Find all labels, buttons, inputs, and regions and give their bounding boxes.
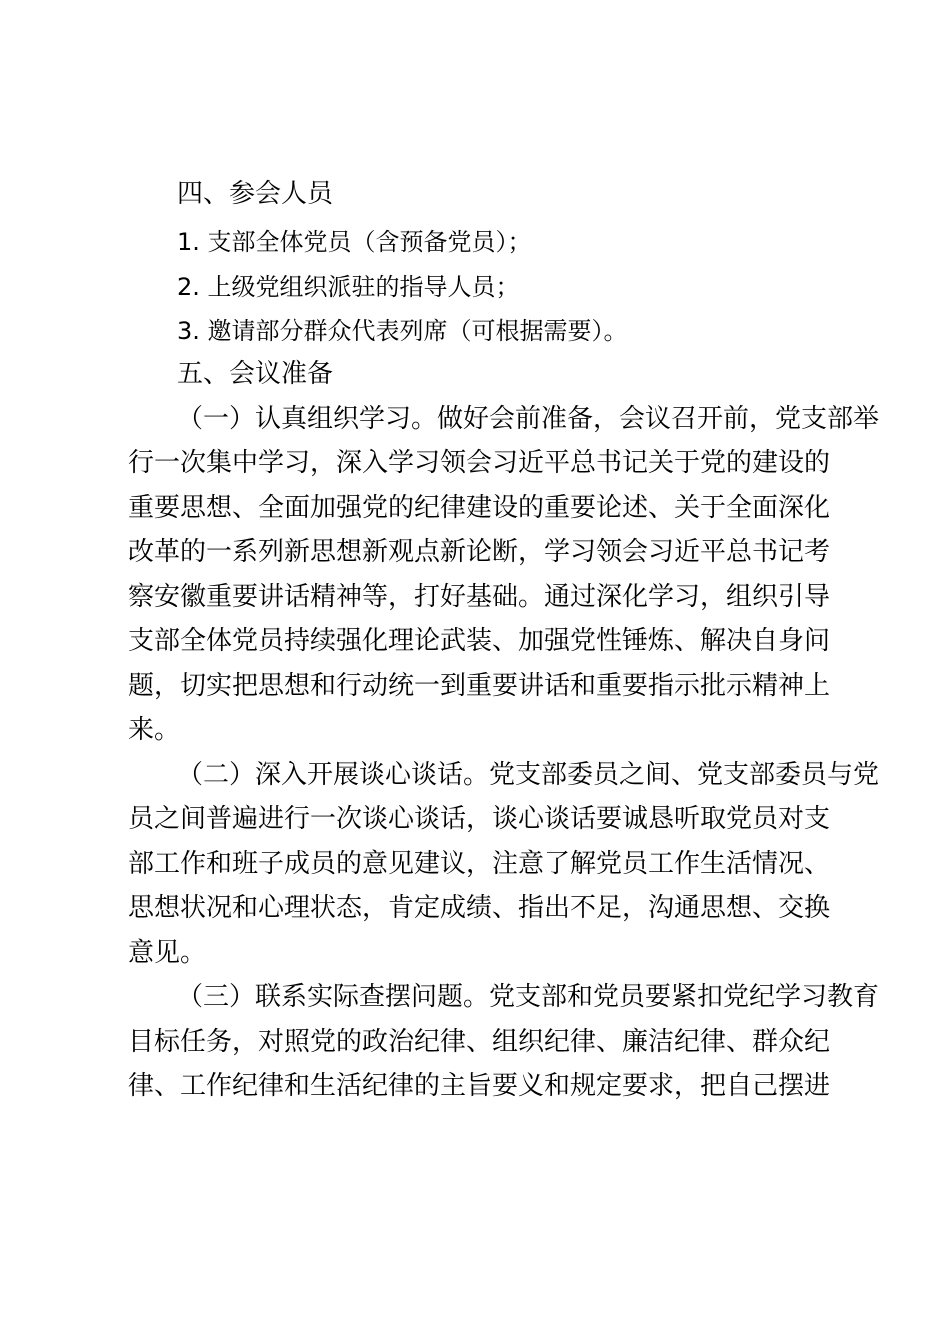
section-heading-preparation: 五、会议准备 bbox=[177, 359, 334, 389]
paragraph-line: （二）深入开展谈心谈话。党支部委员之间、党支部委员与党 bbox=[177, 760, 880, 790]
paragraph-line: 意见。 bbox=[128, 938, 207, 968]
section-heading-participants: 四、参会人员 bbox=[177, 179, 334, 209]
paragraph-line: （三）联系实际查摆问题。党支部和党员要紧扣党纪学习教育 bbox=[177, 982, 880, 1012]
paragraph-line: 重要思想、全面加强党的纪律建设的重要论述、关于全面深化 bbox=[128, 493, 831, 523]
paragraph-line: 律、工作纪律和生活纪律的主旨要义和规定要求，把自己摆进 bbox=[128, 1071, 831, 1101]
paragraph-line: 来。 bbox=[128, 715, 181, 745]
paragraph-line: 支部全体党员持续强化理论武装、加强党性锤炼、解决自身问 bbox=[128, 626, 831, 656]
paragraph-line: 部工作和班子成员的意见建议，注意了解党员工作生活情况、 bbox=[128, 849, 831, 879]
paragraph-line: 改革的一系列新思想新观点新论断，学习领会习近平总书记考 bbox=[128, 537, 831, 567]
paragraph-line: 目标任务，对照党的政治纪律、组织纪律、廉洁纪律、群众纪 bbox=[128, 1027, 831, 1057]
paragraph-line: 题，切实把思想和行动统一到重要讲话和重要指示批示精神上 bbox=[128, 671, 831, 701]
paragraph-line: 思想状况和心理状态，肯定成绩、指出不足，沟通思想、交换 bbox=[128, 893, 831, 923]
paragraph-line: 察安徽重要讲话精神等，打好基础。通过深化学习，组织引导 bbox=[128, 582, 831, 612]
list-item: 1. 支部全体党员（含预备党员）； bbox=[177, 228, 532, 256]
list-item: 2. 上级党组织派驻的指导人员； bbox=[177, 273, 520, 301]
paragraph-line: 员之间普遍进行一次谈心谈话，谈心谈话要诚恳听取党员对支 bbox=[128, 804, 831, 834]
paragraph-line: （一）认真组织学习。做好会前准备，会议召开前，党支部举 bbox=[177, 404, 880, 434]
paragraph-line: 行一次集中学习，深入学习领会习近平总书记关于党的建设的 bbox=[128, 448, 831, 478]
list-item: 3. 邀请部分群众代表列席（可根据需要）。 bbox=[177, 317, 628, 345]
